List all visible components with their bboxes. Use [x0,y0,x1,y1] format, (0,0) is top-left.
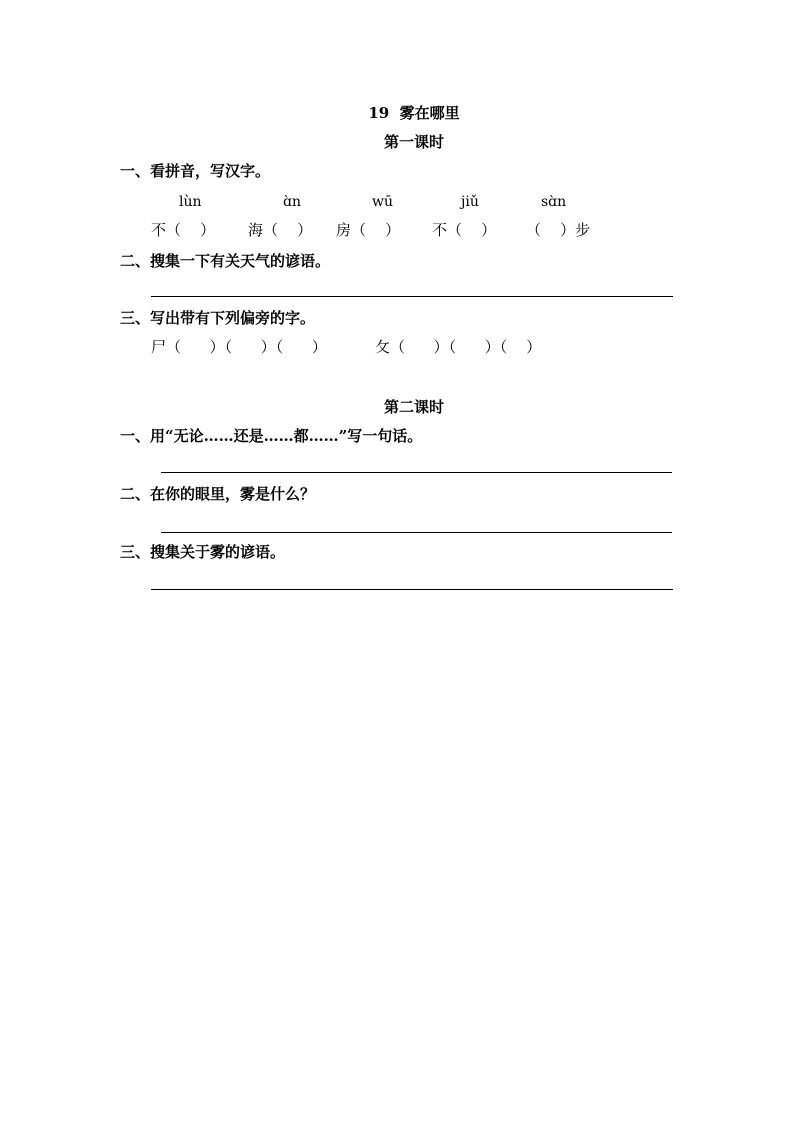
l2-q1-answer-line[interactable] [161,472,672,473]
l1-q2-answer-line[interactable] [151,296,673,297]
blank-5[interactable]: （ ）步 [526,221,591,239]
l1-q1-label: 一、看拼音，写汉字。 [120,162,271,180]
pinyin-2: ɑ̀n [283,194,301,210]
l2-q3-answer-line[interactable] [151,589,673,590]
pinyin-4: jiǔ [461,194,479,210]
l2-q2-answer-line[interactable] [161,532,672,533]
blank-3[interactable]: 房（ ） [336,221,401,239]
blank-4[interactable]: 不（ ） [432,221,497,239]
l1-q3-label: 三、写出带有下列偏旁的字。 [120,309,316,327]
lesson1-heading: 第一课时 [383,133,444,151]
pinyin-5: sɑ̀n [541,194,567,210]
radical-pu[interactable]: 攵（ ）（ ）（ ） [375,338,542,356]
l2-q1-label: 一、用“无论……还是……都……”写一句话。 [120,427,423,445]
l2-q3-label: 三、搜集关于雾的谚语。 [120,543,286,561]
radical-shi[interactable]: 尸（ ）（ ）（ ） [151,338,327,356]
blank-1[interactable]: 不（ ） [151,221,216,239]
pinyin-3: wū [372,194,393,210]
l1-q2-label: 二、搜集一下有关天气的谚语。 [120,252,331,270]
blank-2[interactable]: 海（ ） [248,221,313,239]
l2-q2-label: 二、在你的眼里，雾是什么？ [120,485,316,503]
pinyin-1: lùn [179,194,202,210]
page-title: 19 雾在哪里 [368,104,460,122]
lesson2-heading: 第二课时 [383,398,444,416]
